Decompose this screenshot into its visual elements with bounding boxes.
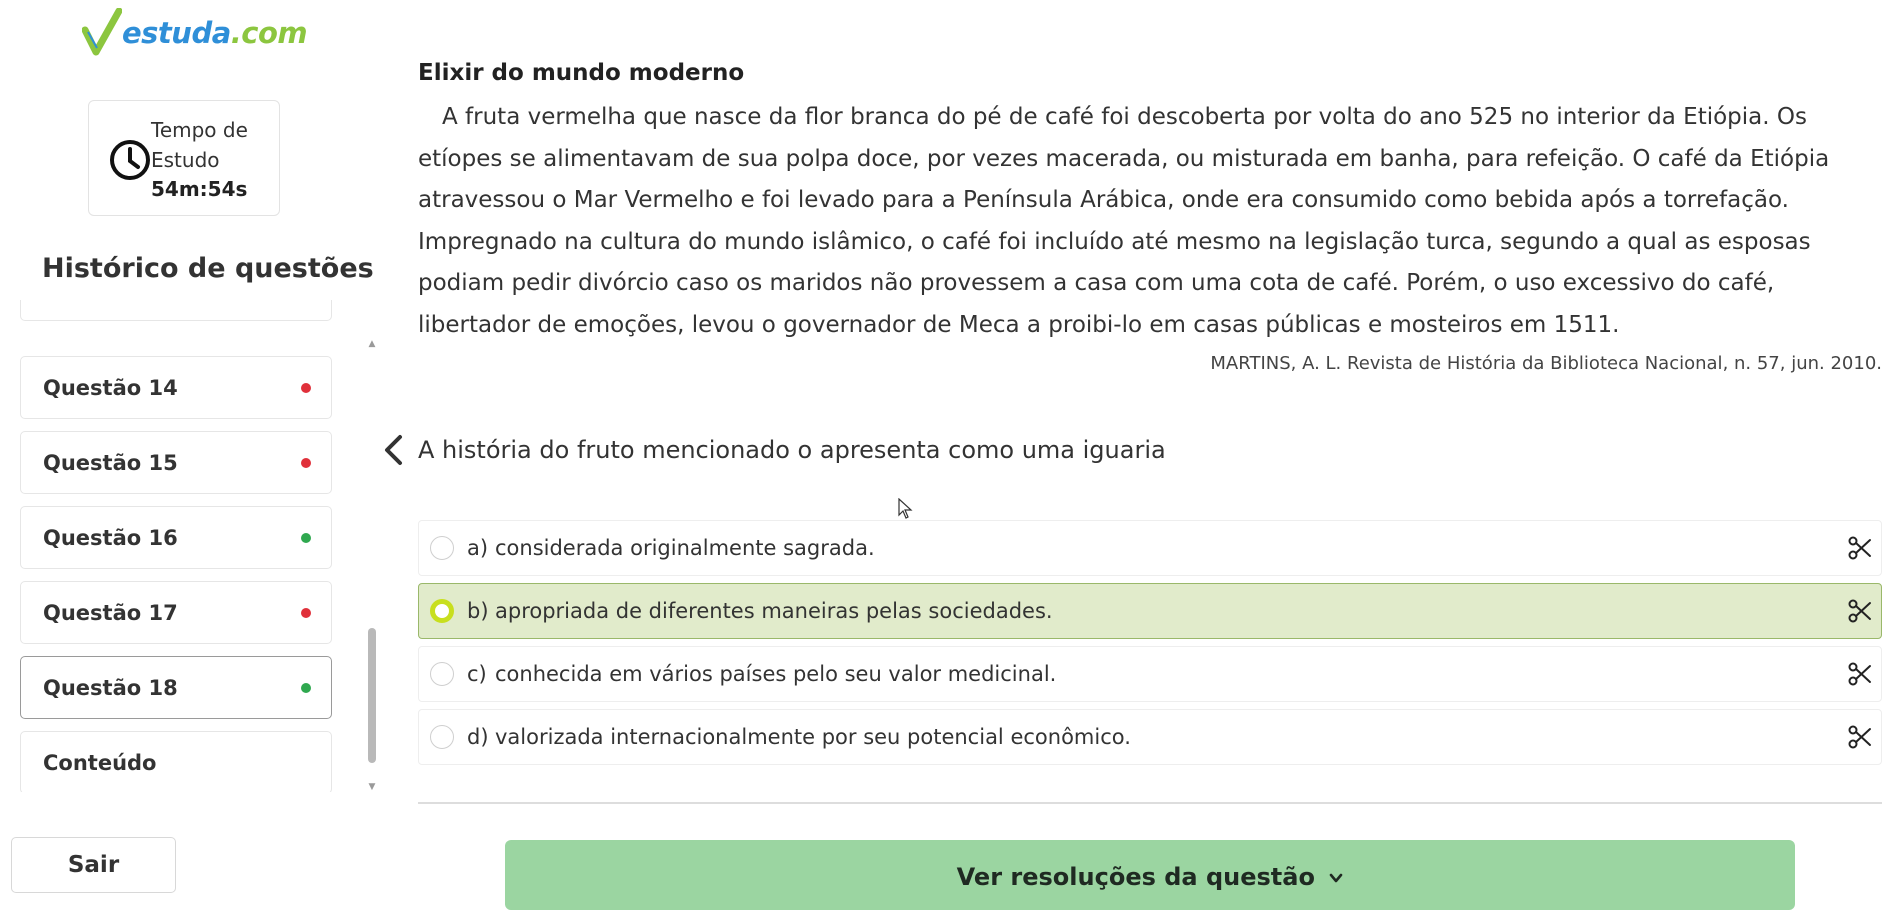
radio-button[interactable] [430,725,454,749]
history-title: Histórico de questões [42,253,374,284]
question-item-label: Questão 17 [43,600,178,625]
sidebar [0,0,380,887]
scissors-icon[interactable] [1847,661,1873,687]
back-chevron-icon[interactable] [378,432,408,468]
study-timer [88,100,280,216]
timer-value: 54m:54s [151,177,248,201]
status-dot-red [301,458,311,468]
alternative-b[interactable] [418,583,1882,639]
status-dot-red [301,383,311,393]
main-content [418,0,1882,891]
question-item-14[interactable] [20,356,332,419]
status-dot-green [301,683,311,693]
mouse-cursor-icon [898,498,914,520]
logo[interactable] [82,8,307,58]
alternative-text: considerada originalmente sagrada. [495,536,875,560]
alternative-letter: c) [467,662,487,686]
clock-icon [109,139,151,181]
logo-text [122,16,307,50]
question-item-16[interactable] [20,506,332,569]
logo-check-icon [82,8,122,58]
question-item-label: Questão 18 [43,675,178,700]
logo-main: estuda [122,16,231,50]
question-item-17[interactable] [20,581,332,644]
exit-button[interactable]: Sair [11,837,176,893]
question-item-label: Questão 15 [43,450,178,475]
alternative-letter: b) [467,599,489,623]
scroll-up-arrow[interactable]: ▲ [368,339,376,349]
content-item-label: Conteúdo [43,750,157,775]
question-item-18[interactable] [20,656,332,719]
view-resolutions-button[interactable] [505,840,1795,910]
radio-button[interactable] [430,662,454,686]
text-source: MARTINS, A. L. Revista de História da Biblioteca Nacional, n. 57, jun. 2010. [1210,353,1882,374]
text-body: A fruta vermelha que nasce da flor branca do pé de café foi descoberta por volta do ano 525 no interior da Etiópia. Os etíopes se alimentavam de sua polpa doce, por vezes macerada, ou misturada em banha, para refeição. O café da Etiópia atravessou o Mar Vermelho e foi levado para a Península Arábica, onde era consumido como bebida após a torrefação. Impregnado na cultura do mundo islâmico, o café foi incluído até mesmo na legislação turca, segundo a qual as esposas podiam pedir divórcio caso os maridos não provessem a casa com uma cota de café. Porém, o uso excessivo do café, libertador de emoções, levou o governador de Meca a proibi-lo em casas públicas e mosteiros em 1511. [418,104,1830,338]
alternative-text: valorizada internacionalmente por seu potencial econômico. [495,725,1131,749]
scroll-down-arrow[interactable]: ▼ [368,782,376,792]
question-item-15[interactable] [20,431,332,494]
divider [418,802,1882,804]
question-statement: A história do fruto mencionado o apresenta como uma iguaria [418,436,1166,464]
alternative-a[interactable] [418,520,1882,576]
chevron-down-icon [1329,871,1343,885]
question-item-label: Questão 14 [43,375,178,400]
question-history-list[interactable] [20,300,332,792]
alternative-c[interactable] [418,646,1882,702]
radio-button-selected[interactable] [430,599,454,623]
alternative-letter: d) [467,725,489,749]
question-item-partial[interactable] [20,300,332,321]
question-item-label: Questão 16 [43,525,178,550]
logo-suffix: .com [230,16,308,50]
radio-button[interactable] [430,536,454,560]
alternative-d[interactable] [418,709,1882,765]
alternative-text: conhecida em vários países pelo seu valor medicinal. [495,662,1057,686]
status-dot-red [301,608,311,618]
content-item[interactable] [20,731,332,792]
alternative-text: apropriada de diferentes maneiras pelas sociedades. [495,599,1053,623]
timer-label: Tempo de Estudo [151,118,248,172]
sidebar-scrollbar[interactable] [366,338,378,793]
scissors-icon[interactable] [1847,724,1873,750]
status-dot-green [301,533,311,543]
scissors-icon[interactable] [1847,535,1873,561]
scissors-icon[interactable] [1847,598,1873,624]
view-resolutions-label: Ver resoluções da questão [956,863,1315,891]
text-title: Elixir do mundo moderno [418,60,745,86]
scrollbar-thumb[interactable] [368,628,376,763]
alternative-letter: a) [467,536,489,560]
